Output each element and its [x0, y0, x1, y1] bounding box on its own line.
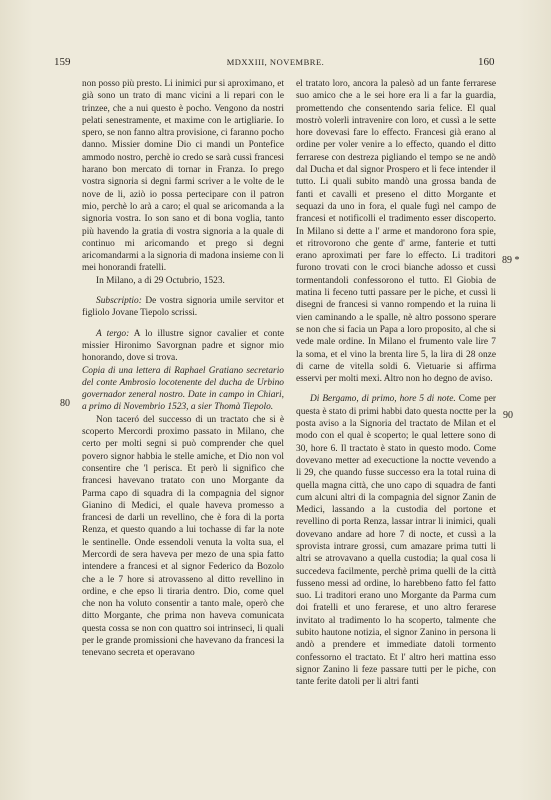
running-title: MDXXIII, NOVEMBRE. — [226, 57, 325, 67]
a-tergo-paragraph — [82, 328, 284, 365]
right-paragraph-1: el tratato loro, ancora la palesò ad un fante ferrarese suo amico che a le sei hore era li a far la guardia, promettendo che consentendo saria felice. El qual mostrò volerli intravenire con loro, et cussì a le sette hore dovevasi fare lo effecto. Francesi già erano al ordine per voler venire a lo effecto, quando el ditto ferrarese con destreza pigliando el tempo se ne andò dal Ducha et dal signor Prospero et li fece intender il tutto. Li quali subito mandò una grossa banda de fanti et cavalli et preseno el ditto Morgante et sequazi da uno in fora, el quale fugì nel campo de francesi et notificolli el tradimento esser discoperto. In Milano si dette a l' arme et mandorono fora spie, et ritrovorono che gente d' arme, fanterie et tutti erano aproximati per fare lo effecto. Li traditori furono trovati con le croci bianche adosso et cussì tormentandoli confessorono el tutto. El Giobia de matina li feceno tutti passare per le piche, et cussì li disegni de francesi si vanno rompendo et la ruina li vien caminando a le spalle, nè altro possono sperare se non che si facia un Papa a loro proposito, al che si vede male ordine. In Milano el frumento vale lire 7 la soma, et el vino la brenta lire 5, la lira di 28 onze di carne de vitella soldi 6. Vietuarie si affirma esservi per molti mexi. Altro non ho degno de aviso. — [296, 79, 496, 385]
page-header — [0, 56, 551, 72]
a-tergo-text: A lo illustre signor cavalier et conte missier Hironimo Savorgnan padre et signor mio honorando, dove si trova. — [82, 328, 284, 364]
subscriptio-paragraph — [82, 295, 284, 320]
bergamo-text: Come per questa è stato di primi habbi dato questa noctte per la posta aviso a la Signoria del tractato de Milan et el modo con el qual è scoperto; le qual lettere sono di 30, hore 6. Il tractato è stato in questo modo. Come dovevano metter ad execuctione la noctte vevendo a li 29, che quando fusse successo era la total ruina di quella magna città, che uno capo di squadra de fanti cum alcuni altri di la compagnia del signor Zanin de Medici, lassando a la custodia del portone et revellino di porta Renza, lassar intrar li inimici, quali dovevano andare ad hore 7 di nocte, et cussì a la sprovista intrare grossi, cum amazare prima tutti li altri se atrovavano a quella custodia; la qual cosa li succedeva facilmente, perchè prima quelli de la città fusseno messi ad ordine, lo harebbeno fatto fel fatto suo. Li traditori erano uno Morgante da Parma cum doi fratelli et uno ferarese, et uno altro ferarese invitato al tradimento lo ha scoperto, talmente che subito hautone notizia, el signor Zanino in persona li andò a prendere et immediate datoli tormento confessorno el tractato. Et l' altro heri mattina esso signor Zanino li feze passare tutti per le piche, con tante ferite datoli per li altri fanti — [296, 394, 497, 688]
right-paragraph-2 — [296, 393, 496, 688]
left-paragraph-5: Non taceró del successo di un tractato che si è scoperto Mercordi proximo passato in Milano, che certo per molti segni si può comprender che quel povero signor habbia le stelle amiche, et Dio non vol consentire che 'l perisca. Et però li significo che francesi havevano tratato con uno Morgante da Parma capo di squadra di la compagnia del signor Gianino di Medici, el quale haveva promesso a francesi de darli un revellino, che è fora di la porta Renza, et questo quando a lui tochasse di far la note le sentinelle. Onde essendoli venuta la volta sua, el Mercordi de sera haveva per mezo de una spia fatto intendere a francesi et al signor Federico da Bozolo che a le 7 hore si atrovasseno al ditto revellino in ordine, e che epso li tiraria dentro. Dio, come quel che non ha voluto consentir a tanto male, operò che ditto Morgante, che prima non haveva comunicata questa cossa se non con quattro soi intrinseci, li quali per le grande promissioni che havevano da francesi la tenevano secreta et operavano — [82, 414, 284, 659]
a-tergo-label: A tergo: — [96, 328, 130, 339]
letter-heading: Copia di una lettera di Raphael Gratiano secretario del conte Ambrosio locotenente del ducha de Urbino governador zeneral nostro. Date in campo in Chiari, a primo di Novembrio 1523, a sier Thomà Tiepolo. — [82, 365, 284, 413]
margin-number-89: 89 * — [502, 255, 520, 266]
left-paragraph-1: non posso più presto. Li inimici pur si aproximano, et già sono un trato di manc vicini a li repari con le trinzee, che a nui questo è pocho. Vengono da nostri pelati senestramente, et maxime con le artigliarie. Io spero, se non fanno altra provisione, ci faranno pocho danno. Missier domine Dio ci mandi un Pontefice ammodo nostro, perchè io credo se sarà cussì francesi harano bon mercato di tornar in Franza. Io prego vostra signoria si degni farmi scriver a le volte de le nove de li, aziò io possa pertecipare con il patron mio, perchè lo arà a caro; el qual se aricomanda a la signoria vostra. Io son sano et di bona voglia, tanto più havendo la gratia di vostra signoria a la quale di continuo mi aricomando et prego si degni aricomandarmi a la signoria di madona insieme con li mei honorandi fratelli. — [82, 79, 284, 274]
subscriptio-label: Subscriptio: — [96, 296, 142, 307]
letter-date: In Milano, a di 29 Octubrio, 1523. — [96, 275, 225, 286]
right-column — [296, 78, 496, 689]
page-number-right: 160 — [478, 56, 495, 68]
margin-number-80: 80 — [60, 398, 70, 409]
left-column — [82, 78, 284, 660]
page-number-left: 159 — [54, 56, 71, 68]
bergamo-dateline: Di Bergamo, di primo, hore 5 di note. — [310, 394, 456, 405]
subscriptio-text: De vostra signoria umile servitor et figliolo Jovane Tiepolo scrissi. — [82, 296, 284, 319]
margin-number-90: 90 — [503, 410, 513, 421]
